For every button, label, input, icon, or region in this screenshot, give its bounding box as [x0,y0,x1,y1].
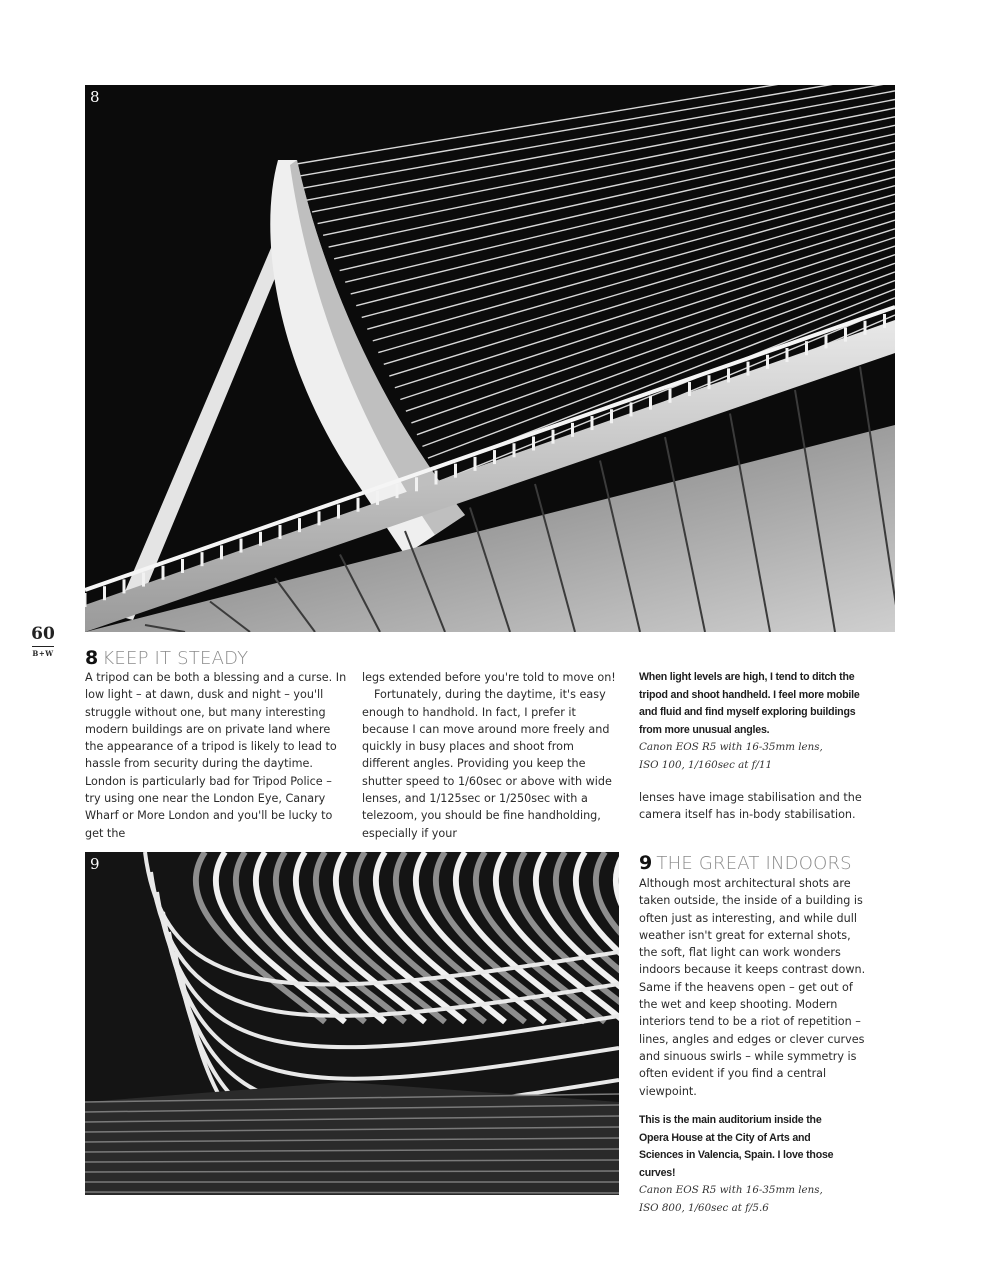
photo-8-bridge [85,85,895,632]
caption-settings: ISO 800, 1/60sec at f/5.6 [639,1201,769,1214]
photo-number: 9 [90,855,100,873]
body-paragraph: Fortunately, during the daytime, it's easy enough to handhold. In fact, I prefer it because I can move around more freely and quickly in busy places and shoot from different angles. Providing you keep the shutter speed to 1/60sec or above with wide lenses, and 1/125sec or 1/250sec with a telezoom, you should be fine handholding, especially if your [362,688,612,840]
body-paragraph: A tripod can be both a blessing and a curse. In low light – at dawn, dusk and night – you'll struggle without one, but many interesting modern buildings are on private land where the appearance of a tripod is likely to lead to hassle from security during the daytime. London is particularly bad for Tripod Police – try using one near the London Eye, Canary Wharf or More London and you'll be lucky to get the [85,671,347,840]
photo-caption-9 [639,1112,839,1217]
seat-row [85,1171,619,1172]
section-heading [639,852,852,875]
caption-camera: Canon EOS R5 with 16-35mm lens, [639,741,823,753]
section-title: KEEP IT STEADY [102,648,249,669]
photo-number: 8 [90,88,100,106]
body-column-section-9 [639,875,871,1100]
body-paragraph: legs extended before you're told to move on! [362,671,616,684]
body-column-1 [85,669,347,842]
page-number: 60 [31,624,55,644]
body-paragraph: lenses have image stabilisation and the camera itself has in-body stabilisation. [639,791,862,822]
caption-text: When light levels are high, I tend to ditch the tripod and shoot handheld. I feel more mobile and fluid and find myself exploring buildings from more unusual angles. [639,671,860,736]
section-title: THE GREAT INDOORS [656,853,852,874]
auditorium-photo-graphic [85,852,619,1195]
body-column-2 [362,669,624,842]
magazine-mark: B+W [32,649,54,658]
section-heading [85,647,248,670]
caption-settings: ISO 100, 1/160sec at f/11 [639,758,773,771]
folio-rule [32,646,54,647]
body-paragraph: Although most architectural shots are taken outside, the inside of a building is often just as interesting, and while dull weather isn't great for external shots, the soft, flat light can work wonders indoors because it keeps contrast down. Same if the heavens open – get out of the wet and keep shooting. Modern interiors tend to be a riot of repetition – lines, angles and edges or clever curves and sinuous swirls – while symmetry is often evident if you find a central viewpoint. [639,877,866,1098]
bridge-photo-graphic [85,85,895,632]
photo-9-auditorium [85,852,619,1195]
seat-row [85,1192,619,1193]
photo-caption-8 [639,669,879,774]
caption-text: This is the main auditorium inside the Opera House at the City of Arts and Sciences in Valencia, Spain. I love those curves! [639,1114,834,1179]
caption-camera: Canon EOS R5 with 16-35mm lens, [639,1184,823,1196]
section-number: 8 [85,647,99,669]
page-folio [30,624,56,658]
section-number: 9 [639,852,653,874]
body-column-3 [639,789,889,824]
